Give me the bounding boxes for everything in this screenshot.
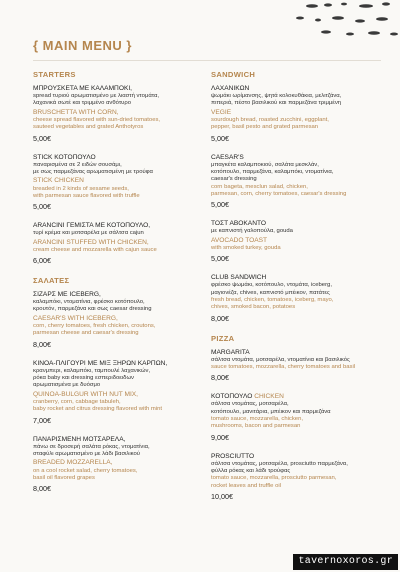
item-price: 8,00€	[211, 313, 229, 323]
item-price: 8,00€	[33, 484, 51, 494]
item-greek-name: CAESAR'S	[211, 153, 244, 161]
item-greek-description: σάλτσα ντομάτας, μοτσαρέλα, prosciutto παρμεζάνα, φύλλα ρόκας και λάδι τρούφας	[211, 460, 348, 475]
item-greek-description: σάλτσα ντομάτας, μοτσαρέλα, κοτόπουλο, μανιτάρια, μπέικον και παρμεζάνα	[211, 401, 331, 415]
item-english-name: STICK CHICKEN	[33, 177, 84, 185]
item-greek-name: MARGARITA	[211, 348, 250, 356]
menu-item	[211, 220, 381, 263]
menu-item	[33, 291, 203, 349]
item-english-description: breaded in 2 kinds of sesame seeds, with parmesan sauce flavored with truffle	[33, 185, 140, 199]
item-greek-description: πάνω σε δροσερή σαλάτα ρόκας, ντοματίνια, σταφύλι αρωματισμένο με λάδι βασιλικού	[33, 443, 150, 458]
item-english-name: VEGIE	[211, 108, 232, 116]
menu-item	[33, 85, 203, 143]
item-english-description: cranberry, corn, cabbage tabuleh, baby rocket and citrus dressing flavored with mint	[33, 399, 162, 413]
item-price: 5,00€	[211, 133, 229, 143]
item-greek-name: ΤΟΣΤ ΑΒΟΚΑΝΤΟ	[211, 220, 267, 228]
item-english-name: AVOCADO TOAST	[211, 236, 268, 244]
item-name-accent: CHICKEN	[254, 393, 284, 401]
item-english-description: tomato sauce, mozzarella, chicken, mushrooms, bacon and parmesan	[211, 416, 304, 430]
item-price: 8,00€	[211, 373, 229, 383]
item-greek-name: CLUB SANDWICH	[211, 274, 267, 282]
menu-item	[33, 222, 203, 265]
item-greek-name: ΜΠΡΟΥΣΚΕΤΑ ΜΕ ΚΑΛΑΜΠΟΚΙ,	[33, 85, 133, 92]
menu-item	[33, 436, 203, 494]
item-english-name: BRUSCHETTA WITH CORN,	[33, 108, 119, 116]
section-heading-sandwich: SANDWICH	[211, 70, 256, 79]
item-english-description: sourdough bread, roasted zucchini, eggplant, pepper, basil pesto and grated parmesan	[211, 116, 329, 131]
left-column	[33, 66, 203, 504]
page-title: { MAIN MENU }	[33, 38, 132, 53]
section-heading-starters: STARTERS	[33, 70, 76, 79]
item-english-description: with smoked turkey, gouda	[211, 244, 281, 251]
item-greek-name: ΚΙΝΟΑ-ΠΛΙΓΟΥΡΙ ΜΕ ΜΙΞ ΞΗΡΩΝ ΚΑΡΠΩΝ,	[33, 359, 168, 367]
item-english-name: QUINOA-BULGUR WITH NUT MIX,	[33, 390, 139, 398]
item-greek-description: σάλτσα ντομάτα, μοτσαρέλα, ντοματίνια και βασιλικός	[211, 356, 350, 363]
item-greek-description: ψωμάκι ωρίμανσης, ψητά κολοκυθάκια, μελιτζάνα, πιπεριά, πέστο βασιλικού και παρμεζάνα τριμμένη	[211, 92, 342, 107]
item-price: 5,00€	[33, 202, 51, 212]
section-heading-salads: ΣΑΛΑΤΕΣ	[33, 276, 70, 286]
item-greek-description: καλαμπόκι, ντοματίνια, φρέσκο κοτόπουλο, κρουτόν, παρμεζάνα και σως caesar dressing	[33, 299, 152, 313]
menu-item	[211, 453, 381, 501]
item-price: 8,00€	[33, 339, 51, 349]
item-english-name: ARANCINI STUFFED WITH CHICKEN,	[33, 238, 149, 246]
item-english-description: fresh bread, chicken, tomatoes, iceberg, mayo, chives, smoked bacon, potatoes	[211, 296, 334, 311]
item-price: 5,00€	[211, 254, 229, 264]
item-english-description: corn, cherry tomatoes, fresh chicken, croutons, parmesan cheese and caesar's dressing	[33, 323, 156, 337]
item-greek-description: φρέσκο ψωμάκι, κοτόπουλο, ντομάτα, iceberg, μαγιονέζα, chives, καπνιστό μπέικον, πατάτες	[211, 282, 332, 296]
menu-item	[211, 274, 381, 322]
item-greek-description: κρανμπερι, καλαμπόκι, ταμπουλέ λαχανικών, ρόκα baby και dressing εσπεριδοειδων αρωματισμένα με δυόσμο	[33, 367, 151, 389]
menu-item	[33, 360, 203, 425]
item-price: 6,00€	[33, 256, 51, 266]
menu-item	[211, 154, 381, 210]
item-greek-description: παναρισμένα σε 2 ειδών σουσάμι, με σως παρμεζάνας αρωματισμένη με τρούφα	[33, 161, 153, 175]
item-english-description: cheese spread flavored with sun-dried tomatoes, sauteed vegetables and grated Anthotyros	[33, 116, 161, 131]
item-english-name: BREADED MOZZARELLA,	[33, 459, 113, 467]
watermark: tavernoxoros.gr	[293, 554, 398, 570]
item-greek-name: PROSCIUTTO	[211, 452, 255, 460]
menu-item	[211, 85, 381, 143]
menu-item	[211, 393, 381, 441]
item-price: 7,00€	[33, 415, 51, 425]
menu-item	[211, 349, 381, 383]
title-divider	[33, 60, 381, 61]
decorative-dashes	[290, 0, 400, 48]
item-price: 9,00€	[211, 432, 229, 442]
item-price: 5,00€	[211, 200, 229, 210]
item-greek-name: ARANCINI ΓΕΜΙΣΤΑ ΜΕ ΚΟΤΟΠΟΥΛΟ,	[33, 222, 151, 230]
item-greek-name: STICK ΚΟΤΟΠΟΥΛΟ	[33, 153, 96, 161]
item-greek-description: με καπνιστή γαλοπούλα, gouda	[211, 228, 293, 235]
item-english-description: on a cool rocket salad, cherry tomatoes, basil oil flavored grapes	[33, 467, 138, 482]
item-english-description: tomato sauce, mozzarella, prosciutto parmesan, rocket leaves and truffle oil	[211, 475, 337, 489]
item-english-description: cream cheese and mozzarella with cajun sauce	[33, 246, 157, 253]
item-price: 5,00€	[33, 133, 51, 143]
item-greek-name: ΚΟΤΟΠΟΥΛΟ CHICKEN	[211, 393, 284, 401]
item-greek-name: ΣΙΖΑΡΣ ΜΕ ICEBERG,	[33, 291, 101, 299]
item-english-name: CAESAR'S WITH ICEBERG,	[33, 314, 118, 322]
item-greek-description: μπαγκέτα καλαμποκιού, σαλάτα μεσκλάν, κοτόπουλο, παρμεζάνα, καλαμπόκι, ντοματίνια, caesar's dressing	[211, 161, 334, 183]
item-greek-description: spread τυριού αρωματισμένο με λιαστή ντομάτα, λαχανικά σωτέ και τριμμένο ανθότυρο	[33, 92, 160, 107]
right-column	[211, 66, 381, 512]
item-greek-name: ΛΑΧΑΝΙΚΩΝ	[211, 85, 250, 92]
item-greek-description: τυρί κρέμα και μοτσαρέλα με σάλτσα cajun	[33, 230, 144, 237]
item-english-description: corn bageta, mesclun salad, chicken, parmesan, corn, cherry tomatoes, caesar's dressing	[211, 183, 347, 198]
section-heading-pizza: PIZZA	[211, 333, 235, 343]
item-english-description: sauce tomatoes, mozzarella, cherry tomatoes and basil	[211, 364, 356, 370]
item-price: 10,00€	[211, 492, 233, 502]
item-greek-name: ΠΑΝΑΡΙΣΜΕΝΗ ΜΟΤΣΑΡΕΛΑ,	[33, 435, 126, 443]
menu-item	[33, 154, 203, 212]
